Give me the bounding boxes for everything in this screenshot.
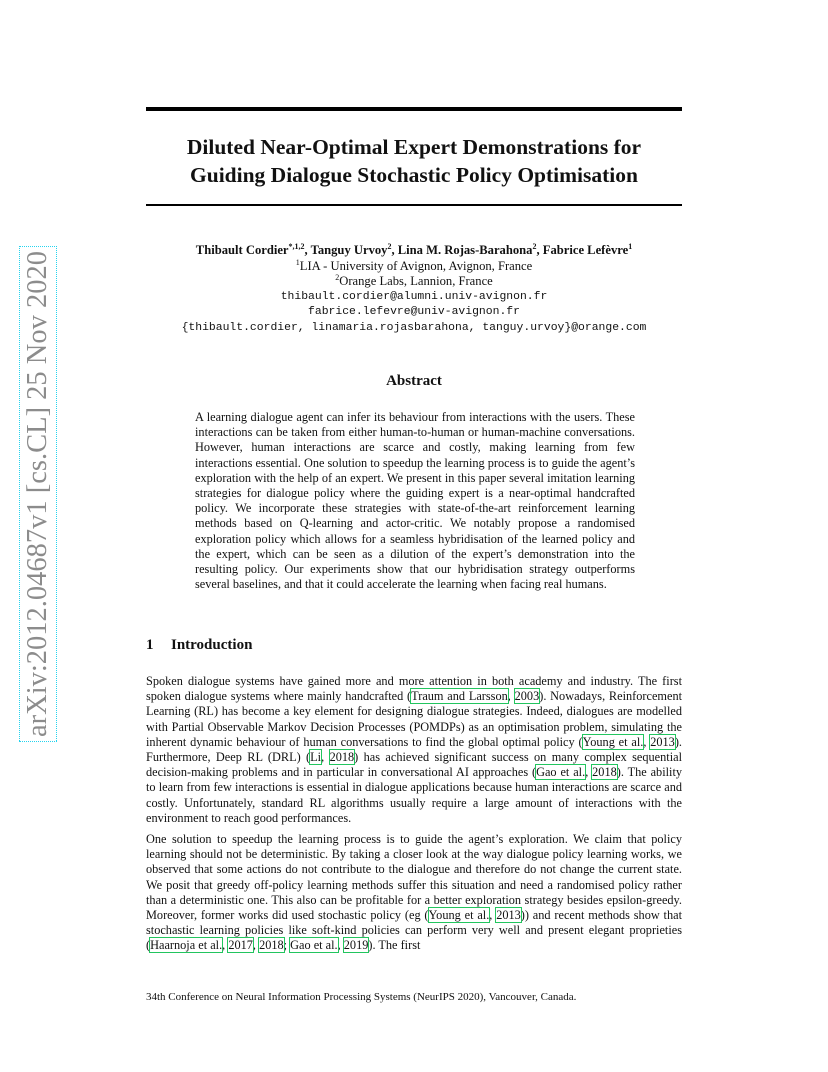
citation-link[interactable]: 2018 [329,750,355,765]
text-run: , [643,734,651,749]
citation-link[interactable]: Haarnoja et al. [150,938,223,953]
affiliation-1-text: LIA - University of Avignon, Avignon, France [299,258,533,273]
conference-footer: 34th Conference on Neural Information Processing Systems (NeurIPS 2020), Vancouver, Canada. [146,991,577,1003]
citation-link[interactable]: 2017 [228,938,253,953]
citation-link[interactable]: 2013 [496,908,521,923]
text-run: , [252,938,260,953]
text-run: ; [283,938,291,953]
text-run: ). The ability to learn from few interactions is essential in dialogue applications because human interactions are scarce and costly. Unfortunately, standard RL algorithms usually require a large amount of interactions with the environment to reach good performances. [146,765,683,825]
title-line-1: Diluted Near-Optimal Expert Demonstrations for [186,135,642,159]
citation-link[interactable]: 2003 [514,689,540,704]
text-run: , [489,908,497,923]
author-names [146,243,682,259]
title-bottom-rule [146,204,682,206]
affiliation-1 [146,259,682,275]
citation-link[interactable]: Traum and Larsson [411,689,508,704]
text-run: )) and recent methods show that stochastic learning policies like soft-kind policies can perform very well and present elegant proprieties ( [146,908,683,953]
citation-link[interactable]: 2013 [650,734,675,749]
arxiv-stamp-text[interactable]: arXiv:2012.04687v1 [cs.CL] 25 Nov 2020 [22,250,53,738]
author-4-affil: 1 [628,242,633,251]
paragraph-1 [146,674,682,826]
title-top-rule [146,107,682,111]
section-heading [146,637,252,654]
affiliation-2-num: 2 [335,273,340,283]
author-1: Thibault Cordier [195,243,289,257]
paper-title [146,133,682,189]
author-sep: , [391,243,398,257]
citation-link[interactable]: Gao et al. [536,765,586,780]
text-run: One solution to speedup the learning process is to guide the agent’s exploration. We claim that policy learning should not be deterministic. By taking a closer look at the way dialogue policy learning works, we observed that some actions do not contribute to the dialogue and therefore do not change the current state. We posit that greedy off-policy learning methods suffer this situation and need a randomised policy rather than a deterministic one. This also can be profitable for a better exploration strategy besides epsilon-greedy. Moreover, former works did used stochastic policy (eg ( [146,832,682,923]
author-3-affil: 2 [532,242,537,251]
abstract-heading: Abstract [386,373,442,389]
author-2: Tanguy Urvoy [310,243,388,257]
author-1-affil: *,1,2 [288,242,305,251]
affiliation-2 [146,274,682,290]
email-1: thibault.cordier@alumni.univ-avignon.fr [280,290,548,303]
text-run: , [585,765,593,780]
author-4: Fabrice Lefèvre [542,243,629,257]
citation-link[interactable]: Li [310,750,322,765]
citation-link[interactable]: Young et al. [428,908,490,923]
text-run: ) has achieved significant success on many complex sequential decision-making problems and in particular in conversational AI approaches ( [146,750,683,780]
text-run: ). Nowadays, Reinforcement Learning (RL) has become a key element for designing dialogue strategies. Indeed, dialogues are modelled with Partial Observable Markov Decision Processes (POMDPs) as an optimisation problem, simulating the inherent dynamic behaviour of human conversations to find the global optimal policy ( [146,689,683,749]
arxiv-stamp[interactable] [22,250,53,738]
author-block [146,243,682,337]
text-run: ). Furthermore, Deep RL (DRL) ( [146,734,682,765]
section-title: Introduction [171,637,253,653]
title-line-2: Guiding Dialogue Stochastic Policy Optimisation [190,163,638,187]
author-2-affil: 2 [387,242,392,251]
affiliation-1-num: 1 [295,257,300,267]
citation-link[interactable]: 2018 [592,765,617,780]
text-run: , [321,750,330,765]
citation-link[interactable]: Gao et al. [290,938,338,953]
paragraph-2 [146,832,682,954]
affiliation-2-text: Orange Labs, Lannion, France [339,274,493,289]
text-run: ). The first [368,938,421,953]
citation-link[interactable]: Young et al. [582,734,644,749]
text-run: Spoken dialogue systems have gained more and more attention in both academy and industry. The first spoken dialogue systems where mainly handcrafted ( [146,674,682,704]
intro-body [146,674,682,960]
abstract-text: A learning dialogue agent can infer its behaviour from interactions with the users. These interactions can be taken from either human-to-human or human-machine conversations. However, human interactions are scarce and costly, making learning from few interactions essential. One solution to speedup the learning process is to guide the agent’s exploration with the help of an expert. We present in this paper several imitation learning strategies for dialogue policy where the guiding expert is a near-optimal handcrafted policy. We incorporate these strategies with state-of-the-art reinforcement learning methods based on Q-learning and actor-critic. We notably propose a randomised exploration policy which allows for a seamless hybridisation of the learned policy and the expert, which can be seen as a dilution of the expert’s demonstration into the resulting policy. Our experiments show that our hybridisation strategy outperforms several baselines, and that it could accelerate the learning when facing real humans. [195,410,635,592]
section-number: 1 [146,637,154,653]
text-run: , [507,689,515,704]
email-3: {thibault.cordier, linamaria.rojasbarahona, tanguy.urvoy}@orange.com [181,321,647,334]
author-3: Lina M. Rojas-Barahona [397,243,533,257]
text-run: , [337,938,344,953]
author-sep: , [304,243,311,257]
citation-link[interactable]: 2019 [343,938,369,953]
citation-link[interactable]: 2018 [259,938,284,953]
email-2: fabrice.lefevre@univ-avignon.fr [308,306,520,319]
text-run: , [222,938,229,953]
author-sep: , [536,243,543,257]
